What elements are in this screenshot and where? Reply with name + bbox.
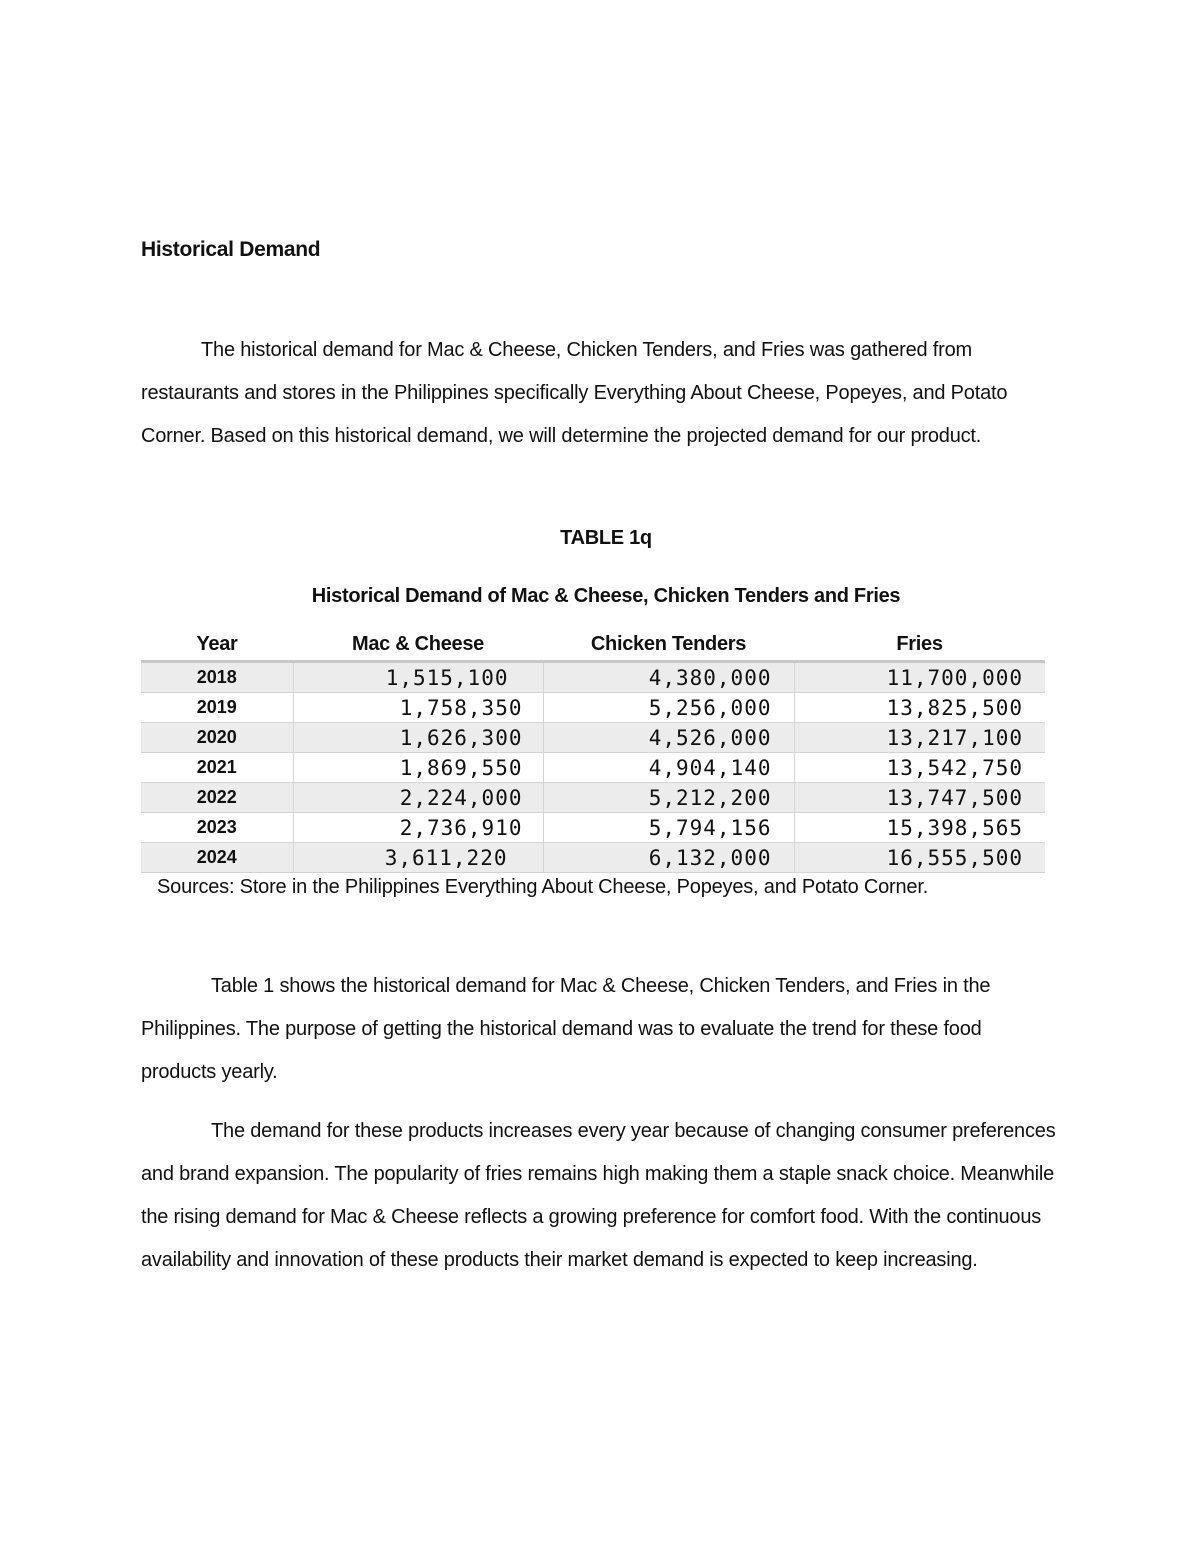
trend-discussion-paragraph [141, 1110, 1061, 1282]
mac-cheese-cell: 1,869,550 [293, 753, 543, 783]
year-cell: 2022 [141, 783, 293, 813]
table-row [141, 662, 1045, 693]
chicken-tenders-cell: 4,380,000 [543, 662, 794, 693]
chicken-tenders-cell: 5,256,000 [543, 693, 794, 723]
mac-cheese-cell: 2,224,000 [293, 783, 543, 813]
table-row [141, 723, 1045, 753]
table-title: Historical Demand of Mac & Cheese, Chicken Tenders and Fries [311, 585, 901, 607]
table-row [141, 693, 1045, 723]
chicken-tenders-cell: 6,132,000 [543, 843, 794, 873]
fries-cell: 11,700,000 [794, 662, 1045, 693]
mac-cheese-cell: 1,515,100 [293, 662, 543, 693]
year-cell: 2018 [141, 662, 293, 693]
table-number: TABLE 1q [560, 527, 652, 549]
column-header-year: Year [141, 629, 293, 662]
year-cell: 2019 [141, 693, 293, 723]
column-header-mac-cheese: Mac & Cheese [293, 629, 543, 662]
mac-cheese-cell: 2,736,910 [293, 813, 543, 843]
trend-discussion-text: The demand for these products increases every year because of changing consumer preferences and brand expansion. The popularity of fries remains high making them a staple snack choice. Meanwhile the rising demand for Mac & Cheese reflects a growing preference for comfort food. With the continuous availability and innovation of these products their market demand is expected to keep increasing. [141, 1120, 1056, 1271]
fries-cell: 13,217,100 [794, 723, 1045, 753]
historical-demand-table [141, 629, 1045, 873]
table-row [141, 783, 1045, 813]
intro-paragraph [141, 329, 1061, 458]
table-row [141, 843, 1045, 873]
mac-cheese-cell: 1,626,300 [293, 723, 543, 753]
column-header-fries: Fries [794, 629, 1045, 662]
year-cell: 2020 [141, 723, 293, 753]
table-explanation-text: Table 1 shows the historical demand for Mac & Cheese, Chicken Tenders, and Fries in the Philippines. The purpose of getting the historical demand was to evaluate the trend for these food products yearly. [141, 975, 991, 1083]
year-cell: 2021 [141, 753, 293, 783]
mac-cheese-cell: 3,611,220 [293, 843, 543, 873]
fries-cell: 16,555,500 [794, 843, 1045, 873]
fries-cell: 15,398,565 [794, 813, 1045, 843]
year-cell: 2024 [141, 843, 293, 873]
intro-paragraph-text: The historical demand for Mac & Cheese, Chicken Tenders, and Fries was gathered from restaurants and stores in the Philippines specifically Everything About Cheese, Popeyes, and Potato Corner. Based on this historical demand, we will determine the projected demand for our product. [141, 339, 1008, 447]
table-sources-note: Sources: Store in the Philippines Everything About Cheese, Popeyes, and Potato Corner. [157, 876, 929, 898]
fries-cell: 13,542,750 [794, 753, 1045, 783]
table-row [141, 813, 1045, 843]
mac-cheese-cell: 1,758,350 [293, 693, 543, 723]
chicken-tenders-cell: 4,904,140 [543, 753, 794, 783]
year-cell: 2023 [141, 813, 293, 843]
column-header-chicken-tenders: Chicken Tenders [543, 629, 794, 662]
chicken-tenders-cell: 5,212,200 [543, 783, 794, 813]
table-explanation-paragraph [141, 965, 1061, 1094]
fries-cell: 13,825,500 [794, 693, 1045, 723]
section-heading: Historical Demand [141, 238, 321, 261]
table-header-row [141, 629, 1045, 662]
table-row [141, 753, 1045, 783]
chicken-tenders-cell: 4,526,000 [543, 723, 794, 753]
fries-cell: 13,747,500 [794, 783, 1045, 813]
chicken-tenders-cell: 5,794,156 [543, 813, 794, 843]
